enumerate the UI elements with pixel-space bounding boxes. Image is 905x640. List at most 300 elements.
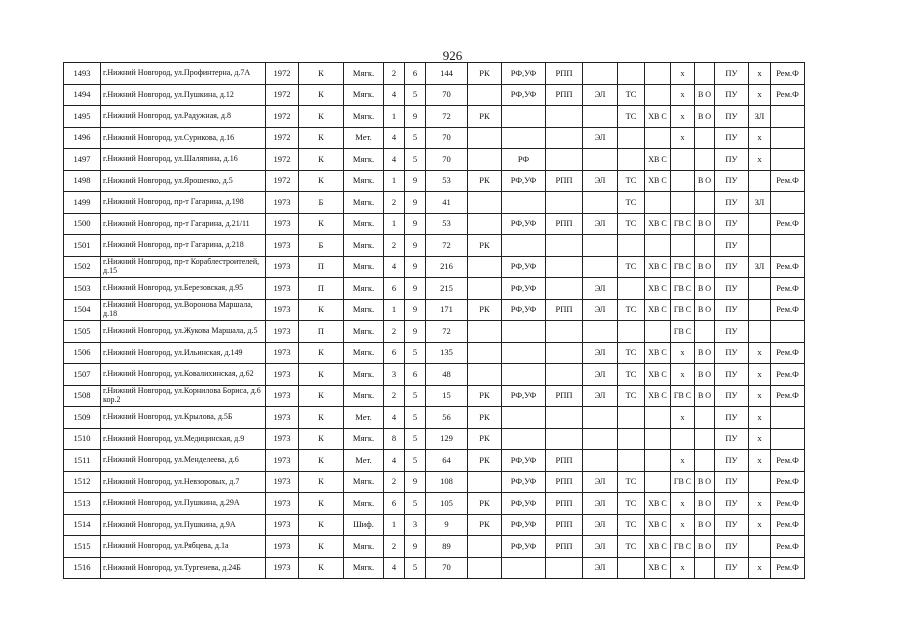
row-number: 1504 xyxy=(64,299,101,321)
el-cell: ЭЛ xyxy=(583,471,618,493)
entrances: 1 xyxy=(384,299,405,321)
address: г.Нижний Новгород, пр-т Гагарина, д.218 xyxy=(101,235,266,257)
address: г.Нижний Новгород, ул.Менделеева, д.6 xyxy=(101,450,266,472)
floors: 5 xyxy=(405,450,426,472)
table-row xyxy=(64,514,805,536)
build-year: 1973 xyxy=(266,557,299,579)
el-cell: ЭЛ xyxy=(583,536,618,558)
apartments: 215 xyxy=(426,278,468,300)
address: г.Нижний Новгород, ул.Корнилова Бориса, д.6 кор.2 xyxy=(101,385,266,407)
roof-type: Мягк. xyxy=(344,170,384,192)
ts-cell: ТС xyxy=(618,170,645,192)
floors: 5 xyxy=(405,127,426,149)
el-cell xyxy=(583,428,618,450)
ts-cell xyxy=(618,407,645,429)
roof-type: Мягк. xyxy=(344,471,384,493)
wall-material: К xyxy=(299,149,344,171)
gvs-cell: х xyxy=(671,450,695,472)
roof-type: Мягк. xyxy=(344,493,384,515)
table-row xyxy=(64,106,805,128)
pu-cell: ПУ xyxy=(715,213,749,235)
el-cell: ЭЛ xyxy=(583,127,618,149)
zl-cell xyxy=(749,213,771,235)
floors: 5 xyxy=(405,149,426,171)
gvs-cell: х xyxy=(671,407,695,429)
build-year: 1973 xyxy=(266,342,299,364)
gvs-cell: х xyxy=(671,557,695,579)
roof-type: Мягк. xyxy=(344,278,384,300)
vo-cell: В О xyxy=(695,84,715,106)
pu-cell: ПУ xyxy=(715,63,749,85)
rpp-cell: РПП xyxy=(546,514,583,536)
build-year: 1973 xyxy=(266,428,299,450)
rem-fund-cell xyxy=(771,321,805,343)
rf-uf-cell: РФ,УФ xyxy=(502,84,546,106)
rem-fund-cell: Рем.Ф xyxy=(771,536,805,558)
ts-cell xyxy=(618,127,645,149)
hvs-cell xyxy=(645,192,671,214)
entrances: 2 xyxy=(384,63,405,85)
table-row xyxy=(64,471,805,493)
rem-fund-cell: Рем.Ф xyxy=(771,84,805,106)
gvs-cell xyxy=(671,235,695,257)
gvs-cell: х xyxy=(671,364,695,386)
table-row xyxy=(64,407,805,429)
rem-fund-cell xyxy=(771,407,805,429)
apartments: 72 xyxy=(426,235,468,257)
table-row xyxy=(64,321,805,343)
rk-cell: РК xyxy=(468,428,502,450)
hvs-cell xyxy=(645,127,671,149)
rf-uf-cell xyxy=(502,557,546,579)
entrances: 1 xyxy=(384,514,405,536)
apartments: 89 xyxy=(426,536,468,558)
table-row xyxy=(64,256,805,278)
vo-cell xyxy=(695,63,715,85)
rem-fund-cell: Рем.Ф xyxy=(771,342,805,364)
el-cell: ЭЛ xyxy=(583,170,618,192)
rem-fund-cell: Рем.Ф xyxy=(771,299,805,321)
build-year: 1972 xyxy=(266,170,299,192)
entrances: 1 xyxy=(384,213,405,235)
roof-type: Мягк. xyxy=(344,364,384,386)
row-number: 1502 xyxy=(64,256,101,278)
ts-cell xyxy=(618,235,645,257)
ts-cell xyxy=(618,321,645,343)
address: г.Нижний Новгород, ул.Рябцева, д.1а xyxy=(101,536,266,558)
floors: 5 xyxy=(405,385,426,407)
row-number: 1509 xyxy=(64,407,101,429)
rem-fund-cell xyxy=(771,235,805,257)
roof-type: Мягк. xyxy=(344,256,384,278)
roof-type: Мягк. xyxy=(344,342,384,364)
rf-uf-cell xyxy=(502,321,546,343)
rpp-cell xyxy=(546,256,583,278)
build-year: 1973 xyxy=(266,192,299,214)
roof-type: Мет. xyxy=(344,127,384,149)
address: г.Нижний Новгород, ул.Жукова Маршала, д.5 xyxy=(101,321,266,343)
apartments: 70 xyxy=(426,149,468,171)
floors: 9 xyxy=(405,106,426,128)
rf-uf-cell: РФ,УФ xyxy=(502,450,546,472)
address: г.Нижний Новгород, ул.Ковалихинская, д.62 xyxy=(101,364,266,386)
pu-cell: ПУ xyxy=(715,428,749,450)
row-number: 1493 xyxy=(64,63,101,85)
el-cell xyxy=(583,450,618,472)
rk-cell: РК xyxy=(468,235,502,257)
entrances: 1 xyxy=(384,106,405,128)
vo-cell xyxy=(695,192,715,214)
apartments: 216 xyxy=(426,256,468,278)
build-year: 1973 xyxy=(266,471,299,493)
el-cell xyxy=(583,235,618,257)
rem-fund-cell: Рем.Ф xyxy=(771,493,805,515)
table-row xyxy=(64,278,805,300)
el-cell: ЭЛ xyxy=(583,213,618,235)
vo-cell xyxy=(695,127,715,149)
rf-uf-cell: РФ,УФ xyxy=(502,299,546,321)
vo-cell: В О xyxy=(695,299,715,321)
build-year: 1973 xyxy=(266,514,299,536)
zl-cell xyxy=(749,299,771,321)
el-cell xyxy=(583,407,618,429)
hvs-cell: ХВ С xyxy=(645,493,671,515)
wall-material: К xyxy=(299,493,344,515)
wall-material: К xyxy=(299,471,344,493)
hvs-cell: ХВ С xyxy=(645,514,671,536)
gvs-cell: х xyxy=(671,106,695,128)
rpp-cell: РПП xyxy=(546,170,583,192)
ts-cell xyxy=(618,450,645,472)
rf-uf-cell xyxy=(502,342,546,364)
rk-cell xyxy=(468,213,502,235)
build-year: 1973 xyxy=(266,321,299,343)
ts-cell: ТС xyxy=(618,213,645,235)
entrances: 4 xyxy=(384,557,405,579)
rpp-cell xyxy=(546,428,583,450)
rf-uf-cell: РФ,УФ xyxy=(502,514,546,536)
wall-material: К xyxy=(299,364,344,386)
apartments: 70 xyxy=(426,557,468,579)
row-number: 1495 xyxy=(64,106,101,128)
zl-cell: х xyxy=(749,407,771,429)
wall-material: Б xyxy=(299,192,344,214)
pu-cell: ПУ xyxy=(715,170,749,192)
row-number: 1507 xyxy=(64,364,101,386)
pu-cell: ПУ xyxy=(715,407,749,429)
ts-cell: ТС xyxy=(618,471,645,493)
row-number: 1501 xyxy=(64,235,101,257)
roof-type: Шиф. xyxy=(344,514,384,536)
el-cell: ЭЛ xyxy=(583,385,618,407)
rpp-cell xyxy=(546,235,583,257)
hvs-cell: ХВ С xyxy=(645,256,671,278)
pu-cell: ПУ xyxy=(715,493,749,515)
rem-fund-cell: Рем.Ф xyxy=(771,514,805,536)
gvs-cell xyxy=(671,428,695,450)
row-number: 1494 xyxy=(64,84,101,106)
roof-type: Мягк. xyxy=(344,321,384,343)
rf-uf-cell: РФ,УФ xyxy=(502,63,546,85)
entrances: 4 xyxy=(384,84,405,106)
rem-fund-cell: Рем.Ф xyxy=(771,557,805,579)
vo-cell: В О xyxy=(695,364,715,386)
rem-fund-cell: Рем.Ф xyxy=(771,278,805,300)
table-row xyxy=(64,299,805,321)
roof-type: Мягк. xyxy=(344,84,384,106)
rf-uf-cell: РФ,УФ xyxy=(502,170,546,192)
vo-cell: В О xyxy=(695,256,715,278)
zl-cell: х xyxy=(749,428,771,450)
roof-type: Мягк. xyxy=(344,63,384,85)
roof-type: Мягк. xyxy=(344,299,384,321)
pu-cell: ПУ xyxy=(715,127,749,149)
address: г.Нижний Новгород, ул.Медицинская, д.9 xyxy=(101,428,266,450)
build-year: 1972 xyxy=(266,63,299,85)
hvs-cell xyxy=(645,84,671,106)
rem-fund-cell xyxy=(771,428,805,450)
table-row xyxy=(64,192,805,214)
roof-type: Мет. xyxy=(344,450,384,472)
el-cell xyxy=(583,106,618,128)
rpp-cell: РПП xyxy=(546,213,583,235)
rem-fund-cell xyxy=(771,127,805,149)
row-number: 1503 xyxy=(64,278,101,300)
hvs-cell: ХВ С xyxy=(645,385,671,407)
gvs-cell xyxy=(671,170,695,192)
apartments: 144 xyxy=(426,63,468,85)
row-number: 1512 xyxy=(64,471,101,493)
build-year: 1973 xyxy=(266,235,299,257)
entrances: 2 xyxy=(384,321,405,343)
gvs-cell: ГВ С xyxy=(671,536,695,558)
table-row xyxy=(64,342,805,364)
row-number: 1513 xyxy=(64,493,101,515)
address: г.Нижний Новгород, ул.Ярошенко, д.5 xyxy=(101,170,266,192)
hvs-cell: ХВ С xyxy=(645,364,671,386)
ts-cell: ТС xyxy=(618,536,645,558)
zl-cell: х xyxy=(749,149,771,171)
zl-cell: х xyxy=(749,342,771,364)
el-cell xyxy=(583,192,618,214)
wall-material: К xyxy=(299,170,344,192)
build-year: 1973 xyxy=(266,278,299,300)
hvs-cell: ХВ С xyxy=(645,299,671,321)
hvs-cell: ХВ С xyxy=(645,557,671,579)
wall-material: К xyxy=(299,385,344,407)
rk-cell xyxy=(468,84,502,106)
rf-uf-cell: РФ xyxy=(502,149,546,171)
rf-uf-cell: РФ,УФ xyxy=(502,536,546,558)
rem-fund-cell: Рем.Ф xyxy=(771,385,805,407)
pu-cell: ПУ xyxy=(715,557,749,579)
wall-material: К xyxy=(299,557,344,579)
el-cell xyxy=(583,149,618,171)
wall-material: Б xyxy=(299,235,344,257)
entrances: 2 xyxy=(384,385,405,407)
row-number: 1510 xyxy=(64,428,101,450)
wall-material: К xyxy=(299,428,344,450)
row-number: 1497 xyxy=(64,149,101,171)
apartments: 64 xyxy=(426,450,468,472)
rk-cell: РК xyxy=(468,385,502,407)
pu-cell: ПУ xyxy=(715,192,749,214)
hvs-cell: ХВ С xyxy=(645,278,671,300)
rpp-cell: РПП xyxy=(546,63,583,85)
roof-type: Мягк. xyxy=(344,149,384,171)
zl-cell: х xyxy=(749,385,771,407)
vo-cell xyxy=(695,557,715,579)
entrances: 2 xyxy=(384,471,405,493)
vo-cell: В О xyxy=(695,106,715,128)
rpp-cell: РПП xyxy=(546,450,583,472)
el-cell: ЭЛ xyxy=(583,493,618,515)
hvs-cell xyxy=(645,450,671,472)
vo-cell xyxy=(695,428,715,450)
rk-cell: РК xyxy=(468,407,502,429)
entrances: 4 xyxy=(384,149,405,171)
wall-material: К xyxy=(299,407,344,429)
table-row xyxy=(64,149,805,171)
roof-type: Мягк. xyxy=(344,385,384,407)
zl-cell: ЗЛ xyxy=(749,256,771,278)
row-number: 1500 xyxy=(64,213,101,235)
floors: 9 xyxy=(405,536,426,558)
entrances: 4 xyxy=(384,256,405,278)
hvs-cell xyxy=(645,471,671,493)
entrances: 6 xyxy=(384,342,405,364)
pu-cell: ПУ xyxy=(715,299,749,321)
roof-type: Мягк. xyxy=(344,106,384,128)
zl-cell: ЗЛ xyxy=(749,106,771,128)
hvs-cell xyxy=(645,63,671,85)
apartments: 129 xyxy=(426,428,468,450)
hvs-cell xyxy=(645,428,671,450)
apartments: 108 xyxy=(426,471,468,493)
el-cell xyxy=(583,321,618,343)
ts-cell: ТС xyxy=(618,385,645,407)
gvs-cell: ГВ С xyxy=(671,213,695,235)
rf-uf-cell xyxy=(502,364,546,386)
el-cell: ЭЛ xyxy=(583,364,618,386)
rpp-cell xyxy=(546,127,583,149)
rpp-cell xyxy=(546,321,583,343)
build-year: 1973 xyxy=(266,407,299,429)
apartments: 56 xyxy=(426,407,468,429)
vo-cell: В О xyxy=(695,536,715,558)
zl-cell xyxy=(749,321,771,343)
gvs-cell: ГВ С xyxy=(671,299,695,321)
pu-cell: ПУ xyxy=(715,342,749,364)
row-number: 1496 xyxy=(64,127,101,149)
page-number: 926 xyxy=(442,48,463,63)
vo-cell: В О xyxy=(695,385,715,407)
table-row xyxy=(64,213,805,235)
rpp-cell: РПП xyxy=(546,536,583,558)
vo-cell xyxy=(695,450,715,472)
entrances: 4 xyxy=(384,407,405,429)
entrances: 2 xyxy=(384,192,405,214)
table-row xyxy=(64,127,805,149)
rpp-cell xyxy=(546,149,583,171)
build-year: 1972 xyxy=(266,84,299,106)
rem-fund-cell: Рем.Ф xyxy=(771,256,805,278)
roof-type: Мягк. xyxy=(344,557,384,579)
hvs-cell xyxy=(645,235,671,257)
rk-cell xyxy=(468,342,502,364)
row-number: 1506 xyxy=(64,342,101,364)
hvs-cell: ХВ С xyxy=(645,536,671,558)
apartments: 70 xyxy=(426,127,468,149)
ts-cell: ТС xyxy=(618,192,645,214)
build-year: 1973 xyxy=(266,213,299,235)
row-number: 1499 xyxy=(64,192,101,214)
pu-cell: ПУ xyxy=(715,149,749,171)
roof-type: Мягк. xyxy=(344,428,384,450)
table-row xyxy=(64,536,805,558)
rf-uf-cell: РФ,УФ xyxy=(502,493,546,515)
address: г.Нижний Новгород, ул.Воронова Маршала, д.18 xyxy=(101,299,266,321)
row-number: 1505 xyxy=(64,321,101,343)
wall-material: К xyxy=(299,342,344,364)
pu-cell: ПУ xyxy=(715,321,749,343)
zl-cell: х xyxy=(749,514,771,536)
registry-body xyxy=(64,63,805,579)
rpp-cell: РПП xyxy=(546,299,583,321)
rf-uf-cell xyxy=(502,235,546,257)
ts-cell: ТС xyxy=(618,84,645,106)
entrances: 4 xyxy=(384,127,405,149)
floors: 5 xyxy=(405,428,426,450)
table-row xyxy=(64,235,805,257)
wall-material: К xyxy=(299,127,344,149)
build-year: 1973 xyxy=(266,450,299,472)
rem-fund-cell: Рем.Ф xyxy=(771,471,805,493)
wall-material: П xyxy=(299,278,344,300)
row-number: 1516 xyxy=(64,557,101,579)
entrances: 3 xyxy=(384,364,405,386)
wall-material: П xyxy=(299,321,344,343)
table-row xyxy=(64,428,805,450)
hvs-cell: ХВ С xyxy=(645,213,671,235)
apartments: 41 xyxy=(426,192,468,214)
pu-cell: ПУ xyxy=(715,84,749,106)
rpp-cell: РПП xyxy=(546,493,583,515)
hvs-cell xyxy=(645,321,671,343)
ts-cell: ТС xyxy=(618,493,645,515)
rpp-cell xyxy=(546,106,583,128)
address: г.Нижний Новгород, ул.Невзоровых, д.7 xyxy=(101,471,266,493)
zl-cell: х xyxy=(749,493,771,515)
rk-cell xyxy=(468,536,502,558)
wall-material: К xyxy=(299,106,344,128)
zl-cell: ЗЛ xyxy=(749,192,771,214)
vo-cell xyxy=(695,149,715,171)
ts-cell xyxy=(618,557,645,579)
floors: 9 xyxy=(405,235,426,257)
build-year: 1973 xyxy=(266,364,299,386)
table-row xyxy=(64,450,805,472)
floors: 5 xyxy=(405,342,426,364)
ts-cell: ТС xyxy=(618,106,645,128)
zl-cell: х xyxy=(749,63,771,85)
rk-cell xyxy=(468,149,502,171)
hvs-cell xyxy=(645,407,671,429)
rem-fund-cell: Рем.Ф xyxy=(771,450,805,472)
floors: 9 xyxy=(405,192,426,214)
floors: 9 xyxy=(405,321,426,343)
table-row xyxy=(64,493,805,515)
